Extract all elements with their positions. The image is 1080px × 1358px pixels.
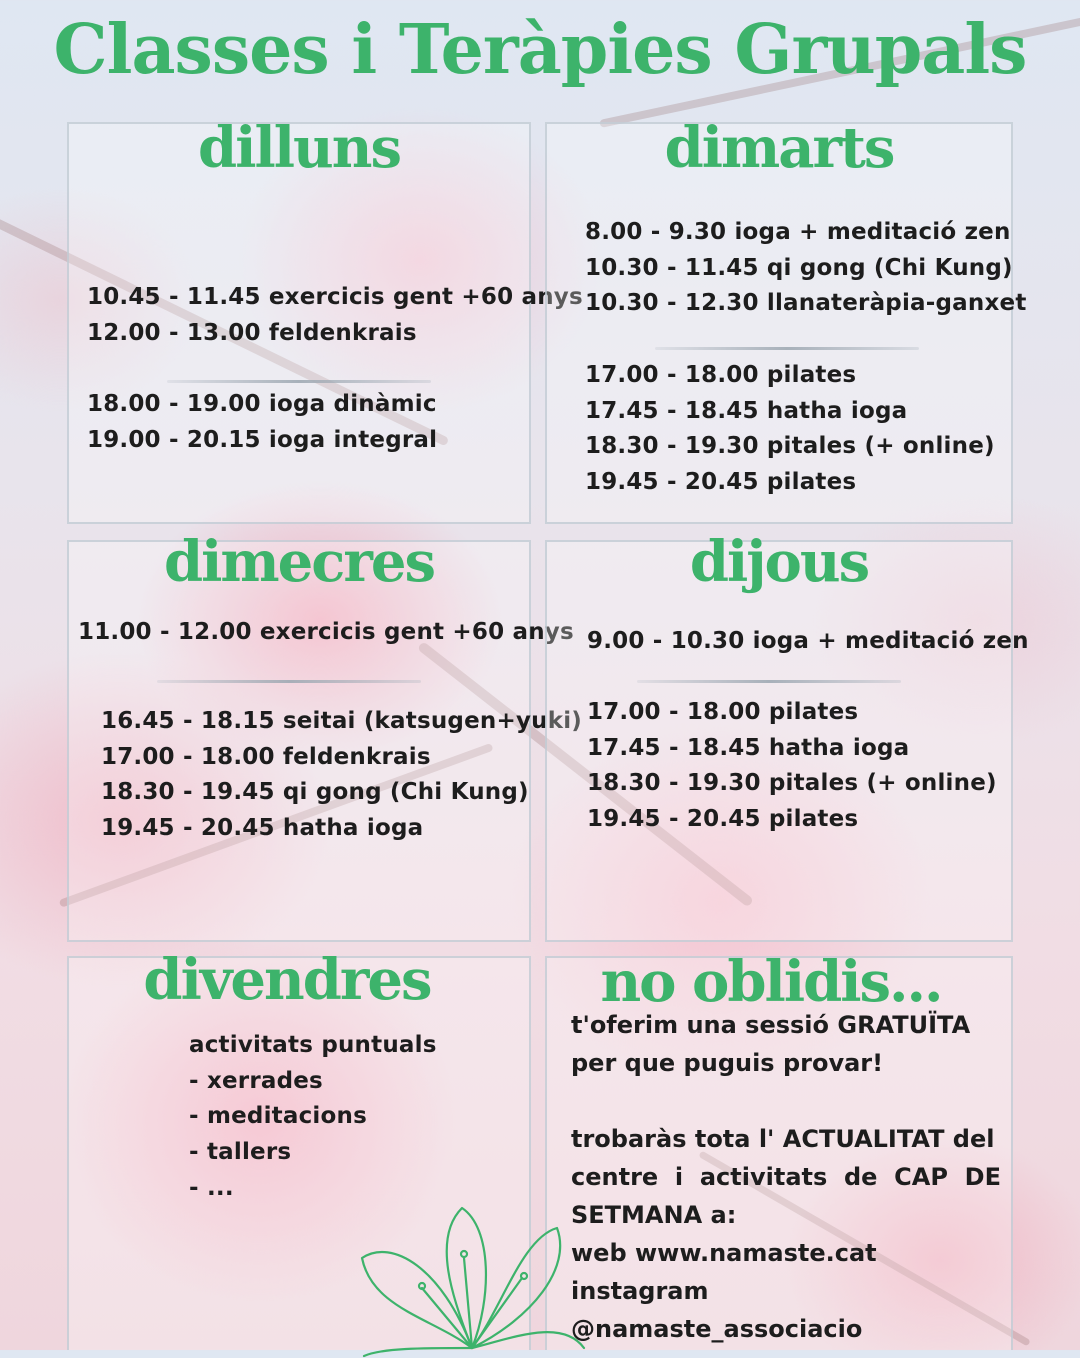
reminder-panel xyxy=(545,949,1013,1350)
schedule-item: 18.30 - 19.30 pitales (+ online) xyxy=(587,770,997,797)
schedule-item: 11.00 - 12.00 exercicis gent +60 anys xyxy=(78,619,574,645)
reminder-line: trobaràs tota l' ACTUALITAT del xyxy=(571,1125,995,1153)
schedule-item: - ... xyxy=(189,1174,234,1201)
schedule-item: 18.30 - 19.45 qi gong (Chi Kung) xyxy=(101,779,529,806)
schedule-item: 17.00 - 18.00 feldenkrais xyxy=(101,743,431,770)
website-link[interactable]: web www.namaste.cat xyxy=(571,1239,877,1267)
schedule-item: 19.45 - 20.45 hatha ioga xyxy=(101,815,424,842)
day-panel-dimarts xyxy=(545,115,1027,524)
instagram-link[interactable]: @namaste_associacio xyxy=(571,1315,863,1343)
reminder-line: SETMANA a: xyxy=(571,1201,737,1229)
divider xyxy=(655,347,919,350)
reminder-heading: no oblidis... xyxy=(600,949,942,1015)
schedule-item: 18.30 - 19.30 pitales (+ online) xyxy=(585,433,995,460)
schedule-list xyxy=(87,387,437,458)
schedule-item: - meditacions xyxy=(189,1103,367,1130)
schedule-item: 17.45 - 18.45 hatha ioga xyxy=(587,734,910,761)
schedule-list xyxy=(78,615,574,651)
schedule-list xyxy=(87,280,583,351)
schedule-list xyxy=(587,695,997,838)
day-panel-dilluns xyxy=(67,115,583,524)
schedule-item: - xerrades xyxy=(189,1067,323,1094)
schedule-item: 19.00 - 20.15 ioga integral xyxy=(87,426,438,453)
day-heading: dijous xyxy=(689,529,869,595)
schedule-item: 16.45 - 18.15 seitai (katsugen+yuki) xyxy=(101,708,583,734)
schedule-item: 10.30 - 11.45 qi gong (Chi Kung) xyxy=(585,254,1013,281)
flower-outline-icon xyxy=(352,1198,592,1358)
schedule-item: 17.00 - 18.00 pilates xyxy=(587,699,859,725)
schedule-item: 10.45 - 11.45 exercicis gent +60 anys xyxy=(87,284,583,310)
reminder-line: per que puguis provar! xyxy=(571,1049,884,1077)
reminder-spacer xyxy=(571,1082,1001,1120)
divider xyxy=(157,680,421,683)
schedule-list xyxy=(585,358,995,501)
day-heading: dilluns xyxy=(198,115,400,181)
schedule-item: activitats puntuals xyxy=(189,1032,437,1058)
day-panel-dijous xyxy=(545,529,1029,942)
reminder-line: t'oferim una sessió GRATUÏTA xyxy=(571,1011,971,1039)
schedule-list xyxy=(189,1028,437,1207)
schedule-item: 9.00 - 10.30 ioga + meditació zen xyxy=(587,628,1029,654)
schedule-item: 10.30 - 12.30 llanateràpia-ganxet xyxy=(585,290,1027,317)
reminder-line: instagram xyxy=(571,1277,709,1305)
reminder-line: centre i activitats de CAP DE xyxy=(571,1163,1001,1191)
divider xyxy=(167,380,431,383)
schedule-list xyxy=(101,704,582,847)
schedule-item: 8.00 - 9.30 ioga + meditació zen xyxy=(585,219,1011,245)
schedule-item: 18.00 - 19.00 ioga dinàmic xyxy=(87,391,437,417)
day-heading: dimarts xyxy=(664,115,894,181)
reminder-text xyxy=(571,1006,1001,1348)
page-title: Classes i Teràpies Grupals xyxy=(53,10,1027,90)
schedule-item: 19.45 - 20.45 pilates xyxy=(587,806,859,833)
schedule-item: 17.45 - 18.45 hatha ioga xyxy=(585,397,908,424)
schedule-list xyxy=(587,624,1029,660)
schedule-item: - tallers xyxy=(189,1139,292,1166)
schedule-item: 19.45 - 20.45 pilates xyxy=(585,469,857,496)
day-heading: dimecres xyxy=(163,529,435,595)
day-heading: divendres xyxy=(143,947,431,1013)
day-panel-dimecres xyxy=(67,529,583,942)
schedule-list xyxy=(585,215,1027,322)
divider xyxy=(637,680,901,683)
schedule-item: 12.00 - 13.00 feldenkrais xyxy=(87,319,417,346)
schedule-item: 17.00 - 18.00 pilates xyxy=(585,362,857,388)
